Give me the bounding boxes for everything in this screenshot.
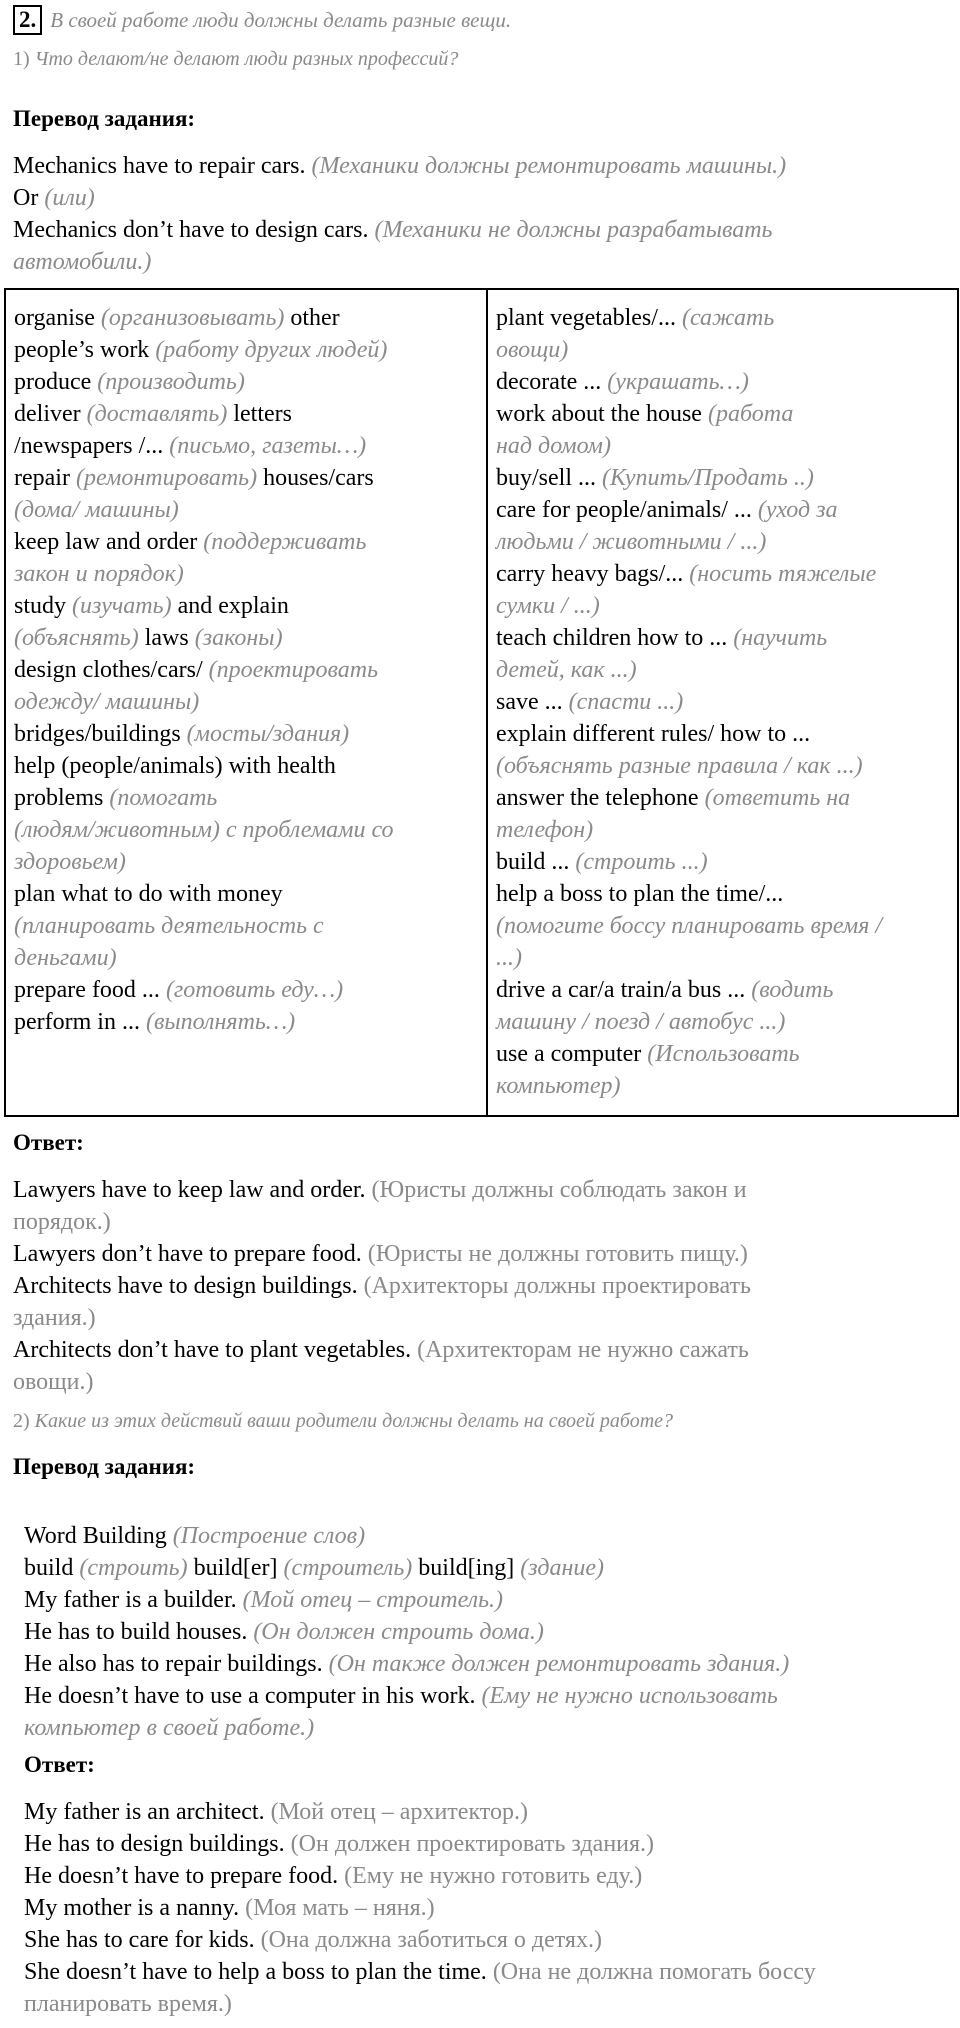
russian-translation: (помогите боссу планировать время / <box>496 913 883 939</box>
vocabulary-entry-line <box>14 494 478 526</box>
english-text: problems <box>14 785 110 811</box>
russian-translation: (ремонтировать) <box>75 465 258 491</box>
russian-translation: телефон) <box>496 817 594 843</box>
question-2-text: Какие из этих действий ваши родители должны делать на своей работе? <box>34 1410 674 1432</box>
russian-translation: (научить <box>733 625 828 651</box>
english-text: build ... <box>496 849 576 875</box>
russian-translation: сумки / ...) <box>496 593 600 619</box>
russian-translation: планировать время.) <box>24 1991 232 2017</box>
russian-translation: (Ему не нужно готовить еду.) <box>344 1863 643 1889</box>
answer-line <box>13 1206 751 1238</box>
translation-heading: Перевод задания: <box>13 106 196 131</box>
russian-translation: людьми / животными / ...) <box>496 529 767 555</box>
english-text: study <box>14 593 73 619</box>
russian-translation: (объяснять разные правила / как ...) <box>496 753 863 779</box>
english-text: save ... <box>496 689 569 715</box>
russian-translation: овощи) <box>496 337 569 363</box>
english-text: drive a car/a train/a bus ... <box>496 977 752 1003</box>
russian-translation: (Построение слов) <box>172 1523 366 1549</box>
russian-translation: здоровьем) <box>14 849 126 875</box>
russian-translation: (Механики должны ремонтировать машины.) <box>311 153 787 179</box>
vocabulary-entry-line <box>496 846 949 878</box>
russian-translation: (водить <box>751 977 834 1003</box>
russian-translation: (доставлять) <box>86 401 228 427</box>
vocabulary-entry-line <box>496 558 949 590</box>
russian-translation: (планировать деятельность с <box>14 913 324 939</box>
russian-translation: (выполнять…) <box>145 1009 296 1035</box>
english-text: houses/cars <box>257 465 374 491</box>
question-1 <box>13 48 458 71</box>
russian-translation: (сажать <box>681 305 775 331</box>
english-text: My mother is a nanny. <box>24 1895 240 1921</box>
russian-translation: (уход за <box>757 497 838 523</box>
english-text: deliver <box>14 401 87 427</box>
vocabulary-entry-line <box>496 622 949 654</box>
vocabulary-entry-line <box>496 590 949 622</box>
english-text: build[er] <box>187 1555 284 1581</box>
english-text: and explain <box>171 593 289 619</box>
english-text: teach children how to ... <box>496 625 734 651</box>
russian-translation: автомобили.) <box>13 249 152 275</box>
english-text: prepare food ... <box>14 977 166 1003</box>
intro-line <box>13 214 786 246</box>
english-text: build[ing] <box>412 1555 521 1581</box>
vocabulary-entry-line <box>496 686 949 718</box>
russian-translation: (производить) <box>97 369 245 395</box>
english-text: people’s work <box>14 337 156 363</box>
english-text: My father is an architect. <box>24 1799 265 1825</box>
russian-translation: компьютер) <box>496 1073 621 1099</box>
russian-translation: (дома/ машины) <box>14 497 179 523</box>
vocabulary-entry-line <box>14 974 478 1006</box>
english-text: repair <box>14 465 76 491</box>
english-text: explain different rules/ how to ... <box>496 721 811 747</box>
russian-translation: (Архитекторам не нужно сажать <box>417 1337 749 1363</box>
vocabulary-entry-line <box>496 462 949 494</box>
answer-line <box>24 1828 816 1860</box>
english-text: letters <box>227 401 292 427</box>
russian-translation: (здание) <box>520 1555 605 1581</box>
answer-line <box>24 1892 816 1924</box>
english-text: build <box>24 1555 80 1581</box>
russian-translation: детей, как ...) <box>496 657 637 683</box>
russian-translation: (людям/животным) с проблемами со <box>14 817 394 843</box>
answer-line <box>13 1366 751 1398</box>
answer-line <box>13 1270 751 1302</box>
russian-translation: (проектировать <box>208 657 379 683</box>
russian-translation: закон и порядок) <box>14 561 184 587</box>
russian-translation: (организовывать) <box>100 305 285 331</box>
vocabulary-entry-line <box>14 782 478 814</box>
english-text: keep law and order <box>14 529 204 555</box>
russian-translation: над домом) <box>496 433 611 459</box>
vocabulary-entry-line <box>496 494 949 526</box>
answer-1-lines <box>13 1174 751 1398</box>
russian-translation: (Ему не нужно использовать <box>481 1683 778 1709</box>
russian-translation: (работу других людей) <box>155 337 388 363</box>
english-text: He has to build houses. <box>24 1619 254 1645</box>
vocabulary-entry-line <box>496 654 949 686</box>
vocabulary-entry-line <box>14 942 478 974</box>
russian-translation: (законы) <box>194 625 283 651</box>
vocabulary-entry-line <box>496 782 949 814</box>
intro-lines <box>13 150 786 278</box>
english-text: decorate ... <box>496 369 608 395</box>
vocabulary-entry-line <box>496 910 949 942</box>
russian-translation: (Механики не должны разрабатывать <box>374 217 773 243</box>
vocabulary-entry-line <box>496 878 949 910</box>
russian-translation: (готовить еду…) <box>165 977 344 1003</box>
question-1-number: 1) <box>13 48 30 70</box>
english-text: perform in ... <box>14 1009 146 1035</box>
english-text: use a computer <box>496 1041 648 1067</box>
answer-line <box>24 1956 816 1988</box>
word-building-line <box>24 1520 789 1552</box>
vocabulary-entry-line <box>14 910 478 942</box>
english-text: buy/sell ... <box>496 465 602 491</box>
english-text: Mechanics have to repair cars. <box>13 153 306 179</box>
vocabulary-entry-line <box>14 430 478 462</box>
russian-translation: (изучать) <box>72 593 172 619</box>
russian-translation: (Использовать <box>647 1041 800 1067</box>
word-building-line <box>24 1680 789 1712</box>
russian-translation: (украшать…) <box>607 369 749 395</box>
english-text: Or <box>13 185 39 211</box>
russian-translation: (Юристы должны соблюдать закон и <box>371 1177 747 1203</box>
english-text: produce <box>14 369 98 395</box>
answer-line <box>13 1302 751 1334</box>
vocabulary-entry-line <box>496 814 949 846</box>
answer-line <box>24 1988 816 2020</box>
english-text: care for people/animals/ ... <box>496 497 758 523</box>
russian-translation: (строить) <box>79 1555 188 1581</box>
russian-translation: (Мой отец – архитектор.) <box>270 1799 528 1825</box>
vocabulary-entry-line <box>14 686 478 718</box>
word-building-line <box>24 1648 789 1680</box>
english-text: He also has to repair buildings. <box>24 1651 329 1677</box>
russian-translation: порядок.) <box>13 1209 111 1235</box>
answer-heading-2: Ответ: <box>24 1752 95 1777</box>
russian-translation: овощи.) <box>13 1369 94 1395</box>
word-building-lines <box>24 1520 789 1744</box>
vocabulary-entry-line <box>496 1070 949 1102</box>
english-text: organise <box>14 305 101 331</box>
vocabulary-entry-line <box>14 590 478 622</box>
word-building-line <box>24 1712 789 1744</box>
russian-translation: (Она не должна помогать боссу <box>492 1959 816 1985</box>
vocabulary-entry-line <box>14 750 478 782</box>
answer-line <box>24 1860 816 1892</box>
vocabulary-entry-line <box>496 398 949 430</box>
vocabulary-entry-line <box>496 1038 949 1070</box>
vocabulary-entry-line <box>14 846 478 878</box>
russian-translation: (Он должен строить дома.) <box>253 1619 544 1645</box>
english-text: bridges/buildings <box>14 721 187 747</box>
english-text: carry heavy bags/... <box>496 561 690 587</box>
word-building-line <box>24 1552 789 1584</box>
vocabulary-entry-line <box>14 814 478 846</box>
english-text: plan what to do with money <box>14 881 283 907</box>
answer-line <box>24 1796 816 1828</box>
english-text: answer the telephone <box>496 785 705 811</box>
vocabulary-entry-line <box>496 366 949 398</box>
russian-translation: (Архитекторы должны проектировать <box>363 1273 751 1299</box>
english-text: Mechanics don’t have to design cars. <box>13 217 369 243</box>
russian-translation: (помогать <box>109 785 218 811</box>
russian-translation: деньгами) <box>14 945 117 971</box>
english-text: My father is a builder. <box>24 1587 243 1613</box>
vocabulary-entry-line <box>496 1006 949 1038</box>
russian-translation: (объяснять) <box>14 625 139 651</box>
english-text: She doesn’t have to help a boss to plan the time. <box>24 1959 487 1985</box>
vocabulary-entry-line <box>14 526 478 558</box>
vocabulary-entry-line <box>14 334 478 366</box>
question-2-number: 2) <box>13 1410 30 1432</box>
russian-translation: (поддерживать <box>203 529 367 555</box>
russian-translation: машину / поезд / автобус ...) <box>496 1009 786 1035</box>
english-text: He doesn’t have to use a computer in his work. <box>24 1683 482 1709</box>
vocabulary-entry-line <box>14 718 478 750</box>
english-text: Word Building <box>24 1523 173 1549</box>
english-text: laws <box>138 625 195 651</box>
russian-translation: (Он также должен ремонтировать здания.) <box>328 1651 790 1677</box>
vocabulary-entry-line <box>496 942 949 974</box>
question-1-text: Что делают/не делают люди разных профессий? <box>34 48 459 70</box>
english-text: /newspapers /... <box>14 433 170 459</box>
russian-translation: (Моя мать – няня.) <box>245 1895 435 1921</box>
translation-heading-2: Перевод задания: <box>13 1454 196 1479</box>
answer-line <box>13 1174 751 1206</box>
answer-heading: Ответ: <box>13 1130 84 1155</box>
question-2 <box>13 1410 673 1433</box>
answer-line <box>13 1334 751 1366</box>
russian-translation: (Мой отец – строитель.) <box>242 1587 504 1613</box>
vocabulary-entry-line <box>14 366 478 398</box>
vocabulary-entry-line <box>496 718 949 750</box>
russian-translation: (письмо, газеты…) <box>169 433 367 459</box>
vocabulary-entry-line <box>496 750 949 782</box>
russian-translation: одежду/ машины) <box>14 689 200 715</box>
english-text: She has to care for kids. <box>24 1927 255 1953</box>
vocabulary-entry-line <box>496 334 949 366</box>
vocabulary-entry-line <box>14 302 478 334</box>
vocabulary-right-column <box>487 289 958 1116</box>
russian-translation: (Она должна заботиться о детях.) <box>260 1927 602 1953</box>
russian-translation: (спасти ...) <box>568 689 684 715</box>
vocabulary-entry-line <box>14 878 478 910</box>
russian-translation: (Юристы не должны готовить пищу.) <box>367 1241 748 1267</box>
task-title: В своей работе люди должны делать разные вещи. <box>50 7 512 32</box>
russian-translation: здания.) <box>13 1305 96 1331</box>
vocabulary-entry-line <box>14 1006 478 1038</box>
vocabulary-entry-line <box>496 430 949 462</box>
intro-line <box>13 246 786 278</box>
vocabulary-entry-line <box>14 398 478 430</box>
english-text: plant vegetables/... <box>496 305 682 331</box>
russian-translation: (Он должен проектировать здания.) <box>290 1831 655 1857</box>
word-building-line <box>24 1584 789 1616</box>
task-header <box>13 4 511 36</box>
russian-translation: (строитель) <box>283 1555 413 1581</box>
russian-translation: (или) <box>44 185 95 211</box>
vocabulary-entry-line <box>14 558 478 590</box>
english-text: other <box>284 305 340 331</box>
english-text: Lawyers don’t have to prepare food. <box>13 1241 362 1267</box>
vocabulary-entry-line <box>14 462 478 494</box>
intro-line <box>13 150 786 182</box>
vocabulary-entry-line <box>496 974 949 1006</box>
vocabulary-entry-line <box>14 622 478 654</box>
vocabulary-table <box>4 288 959 1117</box>
english-text: help (people/animals) with health <box>14 753 336 779</box>
english-text: help a boss to plan the time/... <box>496 881 784 907</box>
russian-translation: (строить ...) <box>575 849 708 875</box>
english-text: Lawyers have to keep law and order. <box>13 1177 366 1203</box>
answer-2-lines <box>24 1796 816 2020</box>
english-text: work about the house <box>496 401 708 427</box>
vocabulary-entry-line <box>14 654 478 686</box>
english-text: design clothes/cars/ <box>14 657 209 683</box>
english-text: Architects have to design buildings. <box>13 1273 358 1299</box>
intro-line <box>13 182 786 214</box>
english-text: He doesn’t have to prepare food. <box>24 1863 339 1889</box>
answer-line <box>13 1238 751 1270</box>
answer-line <box>24 1924 816 1956</box>
word-building-line <box>24 1616 789 1648</box>
english-text: Architects don’t have to plant vegetables. <box>13 1337 412 1363</box>
russian-translation: ...) <box>496 945 522 971</box>
vocabulary-entry-line <box>496 526 949 558</box>
vocabulary-left-column <box>5 289 487 1116</box>
vocabulary-entry-line <box>496 302 949 334</box>
russian-translation: (ответить на <box>704 785 851 811</box>
russian-translation: (Купить/Продать ..) <box>602 465 814 491</box>
russian-translation: компьютер в своей работе.) <box>24 1715 315 1741</box>
russian-translation: (работа <box>707 401 794 427</box>
russian-translation: (мосты/здания) <box>186 721 350 747</box>
task-number: 2. <box>13 5 42 35</box>
english-text: He has to design buildings. <box>24 1831 285 1857</box>
russian-translation: (носить тяжелые <box>689 561 877 587</box>
